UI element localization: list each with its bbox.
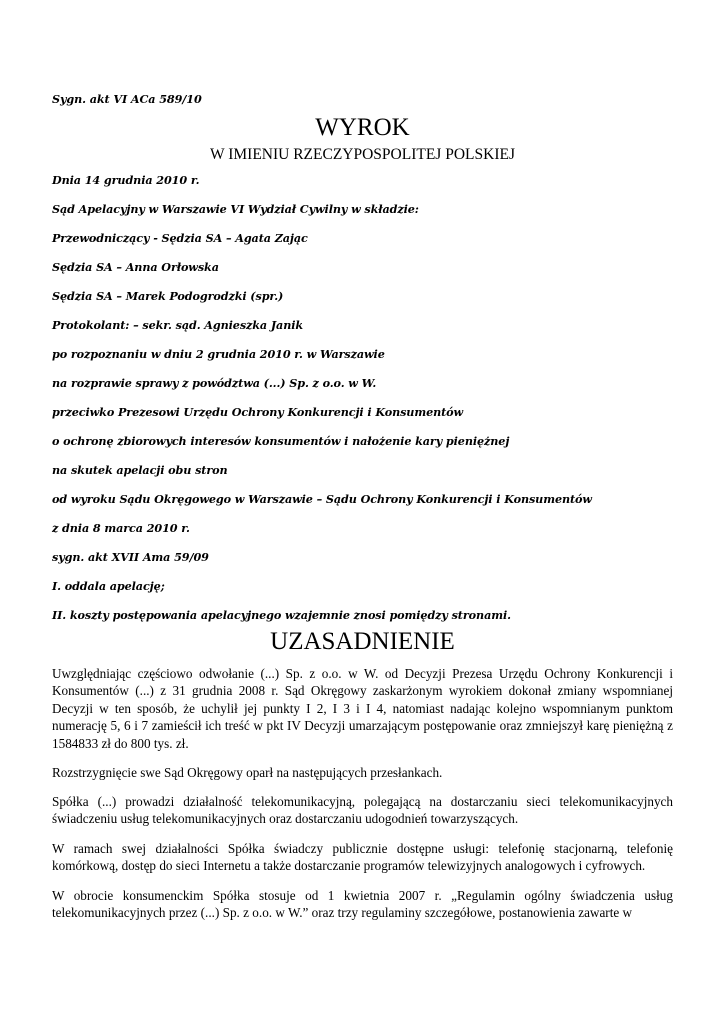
justification-paragraph-4: W ramach swej działalności Spółka świadczy publicznie dostępne usługi: telefonię stacjonarną, telefonię komórkową, dostęp do sieci Internetu a także dostarczanie programów telewizyjnych analogowych i cyfrowych. [52,841,673,874]
ruling-point-1: I. oddala apelację; [52,579,165,593]
case-reference: Sygn. akt VI ACa 589/10 [52,92,202,106]
justification-paragraph-5: W obrocie konsumenckim Spółka stosuje od 1 kwietnia 2007 r. „Regulamin ogólny świadczenia usług telekomunikacyjnych przez (...) Sp. z o.o. w W.” oraz trzy regulaminy szczegółowe, postanowienia zawarte w [52,888,673,921]
plaintiff-line: na rozprawie sprawy z powództwa (...) Sp. z o.o. w W. [52,376,377,390]
subject-line: o ochronę zbiorowych interesów konsumentów i nałożenie kary pieniężnej [52,434,510,448]
appeal-line: na skutek apelacji obu stron [52,463,228,477]
justification-paragraph-3: Spółka (...) prowadzi działalność telekomunikacyjną, polegającą na dostarczaniu sieci telekomunikacyjnych świadczeniu usług telekomunikacyjnych oraz dostarczaniu udogodnień towarzyszących. [52,794,673,827]
defendant-line: przeciwko Prezesowi Urzędu Ochrony Konkurencji i Konsumentów [52,405,464,419]
justification-title: UZASADNIENIE [270,628,455,655]
judge-1: Sędzia SA – Anna Orłowska [52,260,219,274]
verdict-subtitle: W IMIENIU RZECZYPOSPOLITEJ POLSKIEJ [210,146,515,163]
lower-court-date: z dnia 8 marca 2010 r. [52,521,190,535]
document-page [52,0,673,1024]
justification-paragraph-1: Uwzględniając częściowo odwołanie (...) Sp. z o.o. w W. od Decyzji Prezesa Urzędu Ochrony Konkurencji i Konsumentów (...) z 31 grudnia 2008 r. Sąd Okręgowy zaskarżonym wyrokiem dokonał zmiany wspomnianej Decyzji w ten sposób, że uchylił jej punkty I 2, I 3 i I 4, natomiast nadając kolejno wspomnianym punktom numerację 5, 6 i 7 zamieścił ich treść w pkt IV Decyzji umarzającym postępowanie oraz zmniejszył karę pieniężną z 1584833 zł do 800 tys. zł. [52,666,673,751]
judge-2: Sędzia SA – Marek Podogrodzki (spr.) [52,289,284,303]
lower-court-line: od wyroku Sądu Okręgowego w Warszawie – Sądu Ochrony Konkurencji i Konsumentów [52,492,592,506]
justification-paragraph-2: Rozstrzygnięcie swe Sąd Okręgowy oparł na następujących przesłankach. [52,765,443,780]
presiding-judge: Przewodniczący - Sędzia SA – Agata Zając [52,231,308,245]
hearing-date: po rozpoznaniu w dniu 2 grudnia 2010 r. w Warszawie [52,347,385,361]
court-composition: Sąd Apelacyjny w Warszawie VI Wydział Cywilny w składzie: [52,202,419,216]
court-clerk: Protokolant: – sekr. sąd. Agnieszka Janik [52,318,304,332]
ruling-point-2: II. koszty postępowania apelacyjnego wzajemnie znosi pomiędzy stronami. [52,608,511,622]
verdict-title: WYROK [315,114,410,141]
verdict-date: Dnia 14 grudnia 2010 r. [52,173,200,187]
lower-court-ref: sygn. akt XVII Ama 59/09 [52,550,209,564]
